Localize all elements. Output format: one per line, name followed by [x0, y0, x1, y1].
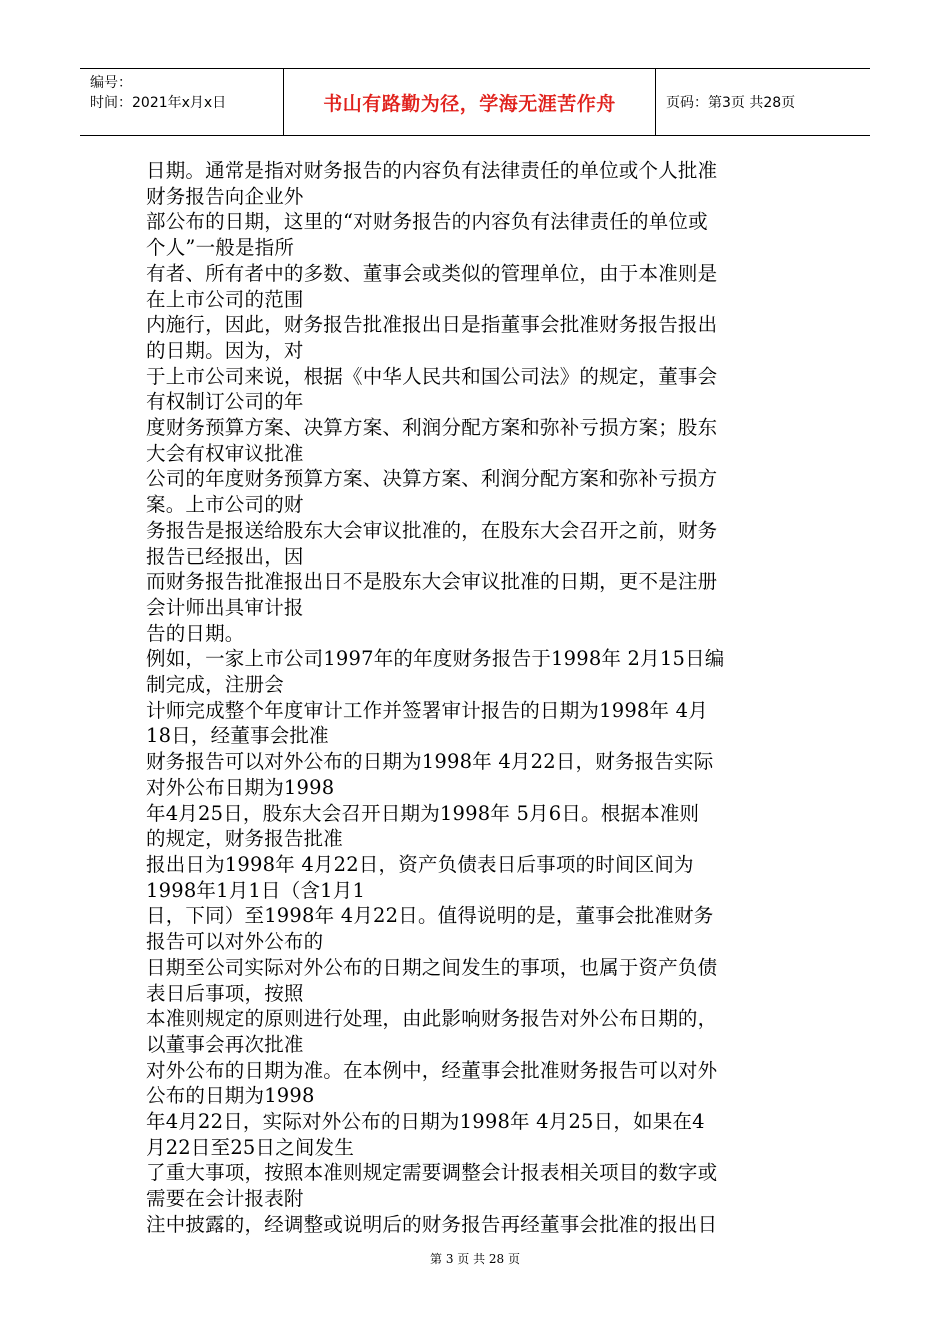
text-line: 公司的年度财务预算方案、决算方案、利润分配方案和弥补亏损方 [146, 467, 718, 491]
text-line: 财务报告可以对外公布的日期为1998年 4月22日，财务报告实际 [146, 750, 714, 774]
text-line: 公布的日期为1998 [146, 1084, 315, 1108]
text-line: 报告已经报出，因 [146, 544, 304, 568]
text-line: 年4月25日，股东大会召开日期为1998年 5月6日。根据本准则 [146, 801, 700, 825]
text-line: 了重大事项，按照本准则规定需要调整会计报表相关项目的数字或 [146, 1161, 718, 1185]
text-line: 以董事会再次批准 [146, 1032, 304, 1056]
document-body [146, 158, 806, 1238]
time-label: 时间：2021年x月x日 [90, 95, 227, 111]
text-line: 会计师出具审计报 [146, 595, 304, 619]
text-line: 表日后事项，按照 [146, 981, 304, 1005]
text-line: 月22日至25日之间发生 [146, 1135, 355, 1159]
serial-label: 编号： [90, 75, 132, 91]
text-line: 有权制订公司的年 [146, 390, 304, 414]
text-line: 度财务预算方案、决算方案、利润分配方案和弥补亏损方案；股东 [146, 416, 718, 440]
header-meta [80, 69, 284, 135]
text-line: 计师完成整个年度审计工作并签署审计报告的日期为1998年 4月 [146, 698, 708, 722]
text-line: 报告可以对外公布的 [146, 930, 324, 954]
text-line: 18日，经董事会批准 [146, 724, 329, 748]
text-line: 日期至公司实际对外公布的日期之间发生的事项，也属于资产负债 [146, 955, 718, 979]
text-line: 对外公布日期为1998 [146, 775, 335, 799]
text-line: 财务报告向企业外 [146, 184, 304, 208]
text-line: 的日期。因为，对 [146, 338, 304, 362]
header-motto: 书山有路勤为径，学海无涯苦作舟 [284, 69, 656, 135]
text-line: 告的日期。 [146, 621, 245, 645]
text-line: 于上市公司来说，根据《中华人民共和国公司法》的规定，董事会 [146, 364, 718, 388]
text-line: 个人”一般是指所 [146, 236, 295, 260]
page-header [80, 68, 870, 136]
text-line: 1998年1月1日（含1月1 [146, 878, 366, 902]
text-line: 对外公布的日期为准。在本例中，经董事会批准财务报告可以对外 [146, 1058, 718, 1082]
text-line: 日期。通常是指对财务报告的内容负有法律责任的单位或个人批准 [146, 159, 718, 182]
text-line: 部公布的日期，这里的“对财务报告的内容负有法律责任的单位或 [146, 210, 708, 234]
header-page-info: 页码：第3页 共28页 [666, 95, 796, 111]
text-line: 需要在会计报表附 [146, 1187, 304, 1211]
text-line: 内施行，因此，财务报告批准报出日是指董事会批准财务报告报出 [146, 313, 718, 337]
text-line: 年4月22日，实际对外公布的日期为1998年 4月25日，如果在4 [146, 1110, 705, 1134]
text-line: 制完成，注册会 [146, 673, 284, 697]
text-line: 的规定，财务报告批准 [146, 827, 344, 851]
text-line: 大会有权审议批准 [146, 441, 304, 465]
text-line: 注中披露的，经调整或说明后的财务报告再经董事会批准的报出日 [146, 1212, 718, 1236]
text-line: 例如，一家上市公司1997年的年度财务报告于1998年 2月15日编 [146, 647, 725, 671]
text-line: 本准则规定的原则进行处理，由此影响财务报告对外公布日期的， [146, 1007, 718, 1031]
text-line: 在上市公司的范围 [146, 287, 304, 311]
text-line: 而财务报告批准报出日不是股东大会审议批准的日期，更不是注册 [146, 570, 718, 594]
text-line: 有者、所有者中的多数、董事会或类似的管理单位，由于本准则是 [146, 261, 718, 285]
text-line: 务报告是报送给股东大会审议批准的，在股东大会召开之前，财务 [146, 518, 718, 542]
text-line: 报出日为1998年 4月22日，资产负债表日后事项的时间区间为 [146, 852, 694, 876]
text-line: 日，下同）至1998年 4月22日。值得说明的是，董事会批准财务 [146, 904, 714, 928]
page-footer: 第 3 页 共 28 页 [430, 1252, 520, 1266]
text-line: 案。上市公司的财 [146, 493, 304, 517]
